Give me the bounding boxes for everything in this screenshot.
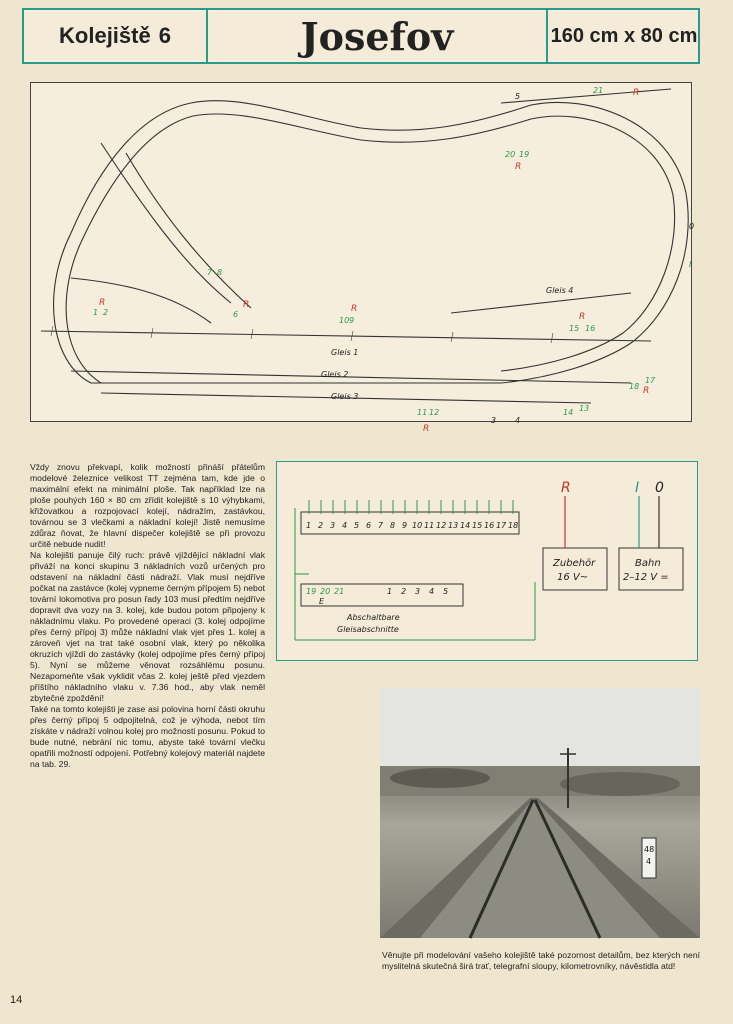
feeder-19: 19 [519,150,530,159]
strip-number: 4 [342,521,348,530]
strip-number: 3 [415,587,421,596]
marker-r: R [423,424,430,434]
gleis-2-label: Gleis 2 [321,370,349,379]
station-track-4 [451,293,631,313]
wiring-diagram [276,461,698,661]
transformer-1-value: 16 V~ [557,572,589,583]
strip-number: 5 [354,521,360,530]
feeder-21: 21 [593,86,604,95]
transformer-1-label: Zubehör [553,558,596,569]
strip-number: 3 [330,521,336,530]
outer-loop-track-inner [66,114,675,383]
marker-i: I [689,260,692,269]
gleis-1-label: Gleis 1 [331,348,359,357]
strip-number: 21 [334,587,345,596]
transformer-2-label: Bahn [635,558,661,569]
strip-number: 17 [496,521,507,530]
track-plan [30,82,695,434]
marker-r: R [99,298,106,308]
feeder-12: 12 [429,408,440,417]
strip-number: 20 [320,587,331,596]
strip-number: 10 [412,521,423,530]
feeder-8: 8 [217,268,223,277]
transformer-accessory-box [543,548,607,590]
feeder-6: 6 [233,310,239,319]
railway-photo-drawing [380,688,700,938]
feeder-2: 2 [103,308,109,317]
wiring-drawing [277,462,697,660]
outer-loop-track [54,101,689,383]
feeder-17: 17 [645,376,656,385]
industry-siding-2 [126,153,251,308]
wire-i-label: I [635,480,640,496]
feeder-16: 16 [585,324,596,333]
feeder-13: 13 [579,404,590,413]
feeder-4: 4 [515,416,521,425]
strip-number: 6 [366,521,372,530]
feeder-3: 3 [491,416,497,425]
feeder-15: 15 [569,324,580,333]
feeder-9: 9 [349,316,355,325]
transformer-track-box [619,548,683,590]
branch-siding [501,89,671,103]
milepost-bottom: 4 [646,857,652,866]
transformer-2-value: 2–12 V = [623,572,669,583]
marker-r: R [633,88,640,98]
article-paragraph: Vždy znovu překvapí, kolik možností přináší přátelům modelové železnice velikost TT zejména tam, kde jde o maximální efekt na minimální ploše. Tak například lze na ploše pouhých 160 × 80 cm zřídit kolejiště s 10 výhybkami, křižovatkou a rozpojovací kolejí, nádražím, zastávkou, továrnou se 3 vlečkami a nákladní kolejí! Jistě nemusíme zdůraz ňovat, že hlavní dispečer kolejiště se při provozu určitě nebude nudit! [30,462,265,549]
marker-r: R [643,386,650,396]
section-title [24,10,206,62]
plan-size: 160 cm x 80 cm [550,24,698,47]
feeder-18: 18 [629,382,640,391]
article-paragraph: Na kolejišti panuje čilý ruch: právě vjíždějící nákladní vlak přiváží na konci skupinu 3 nákladních vozů určených pro odstavení na nákladní části nádraží. Vlak musí nejdříve počkat na zastávce (kolej vypneme černým přípojem 5) nebot tovární lokomotiva pro posun řady 103 musí předtím nejdříve dopravit dva vozy na 3. kolej, kde budou potom připojeny k nákladnímu vlaku. Po provedené operaci (3. kolej odpojíme přes černý přípoj 3) může nákladní vlak vjet přes 1. kolej a zároveň vjet na trat také osobní vlak, který po několika okruzích vjíždí do zastávky (kolej odpojíme přes černý přípoj 5). Nyní se můžeme věnovat rozsáhlému posunu. Nezapomeňte však vyklidit včas 2. kolej ještě před vjezdem příštího nákladního vlaku v. 7.36 hod., aby vlak neměl zbytečné zpoždění! [30,550,265,703]
strip-number: 2 [318,521,324,530]
marker-r: R [351,304,358,314]
strip-number: 9 [402,521,408,530]
article-paragraph: Také na tomto kolejišti je zase asi polovina horní části okruhu přes černý přípoj 5 odpojitelná, což je výhoda, nebot tím získáte v nádraží volnou kolej pro možnosti posunu. Pokud to bude nutné, nebrání nic tomu, abyste také tovární vlečku opatřili možností odpojení. Potřebný kolejový materiál najdete na tab. 29. [30,704,265,769]
gleis-3-label: Gleis 3 [331,392,359,401]
wire-r-label: R [561,480,571,496]
milepost-top: 48 [644,845,655,854]
gleis-4-label: Gleis 4 [546,286,574,295]
strip-caption: Gleisabschnitte [337,625,399,634]
strip-number: 14 [460,521,471,530]
marker-o: 0 [689,222,695,231]
strip-e-label: E [319,597,325,606]
strip-number: 19 [306,587,317,596]
strip-number: 1 [387,587,393,596]
strip-number: 13 [448,521,459,530]
plan-name: Josefov [300,13,454,59]
station-track-1 [41,331,651,341]
feeder-11: 11 [417,408,428,417]
strip-number: 11 [424,521,435,530]
strip-number: 4 [429,587,435,596]
strip-number: 5 [443,587,449,596]
railway-photo [380,688,700,938]
marker-r: R [579,312,586,322]
article-text [30,462,265,770]
strip-number: 2 [401,587,407,596]
marker-r: R [515,162,522,172]
strip-number: 8 [390,521,396,530]
strip-number: 15 [472,521,483,530]
strip-number: 7 [378,521,384,530]
strip-number: 12 [436,521,447,530]
track-plan-drawing [31,83,695,434]
strip-number: 16 [484,521,495,530]
wire-o-label: 0 [655,480,664,496]
marker-r: R [243,300,250,310]
industry-siding-3 [71,278,211,323]
page-number: 14 [10,994,23,1006]
feeder-5: 5 [515,92,521,101]
feeder-20: 20 [505,150,516,159]
feeder-1: 1 [93,308,99,317]
industry-siding-1 [101,143,231,303]
feeder-7: 7 [207,268,213,277]
strip-caption: Abschaltbare [347,613,400,622]
section-label: Kolejiště [59,23,151,48]
photo-caption: Věnujte při modelování vašeho kolejiště také pozornost detailům, bez kterých není myslitelná skutečná širá trať, telegrafní sloupy, kilometrovníky, návěstidla atd! [382,950,700,972]
station-track-2 [71,371,631,383]
strip-number: 18 [508,521,519,530]
feeder-14: 14 [563,408,574,417]
feeder-10: 10 [339,316,350,325]
strip-number: 1 [306,521,312,530]
page-header [22,8,700,64]
section-number: 6 [158,23,171,48]
